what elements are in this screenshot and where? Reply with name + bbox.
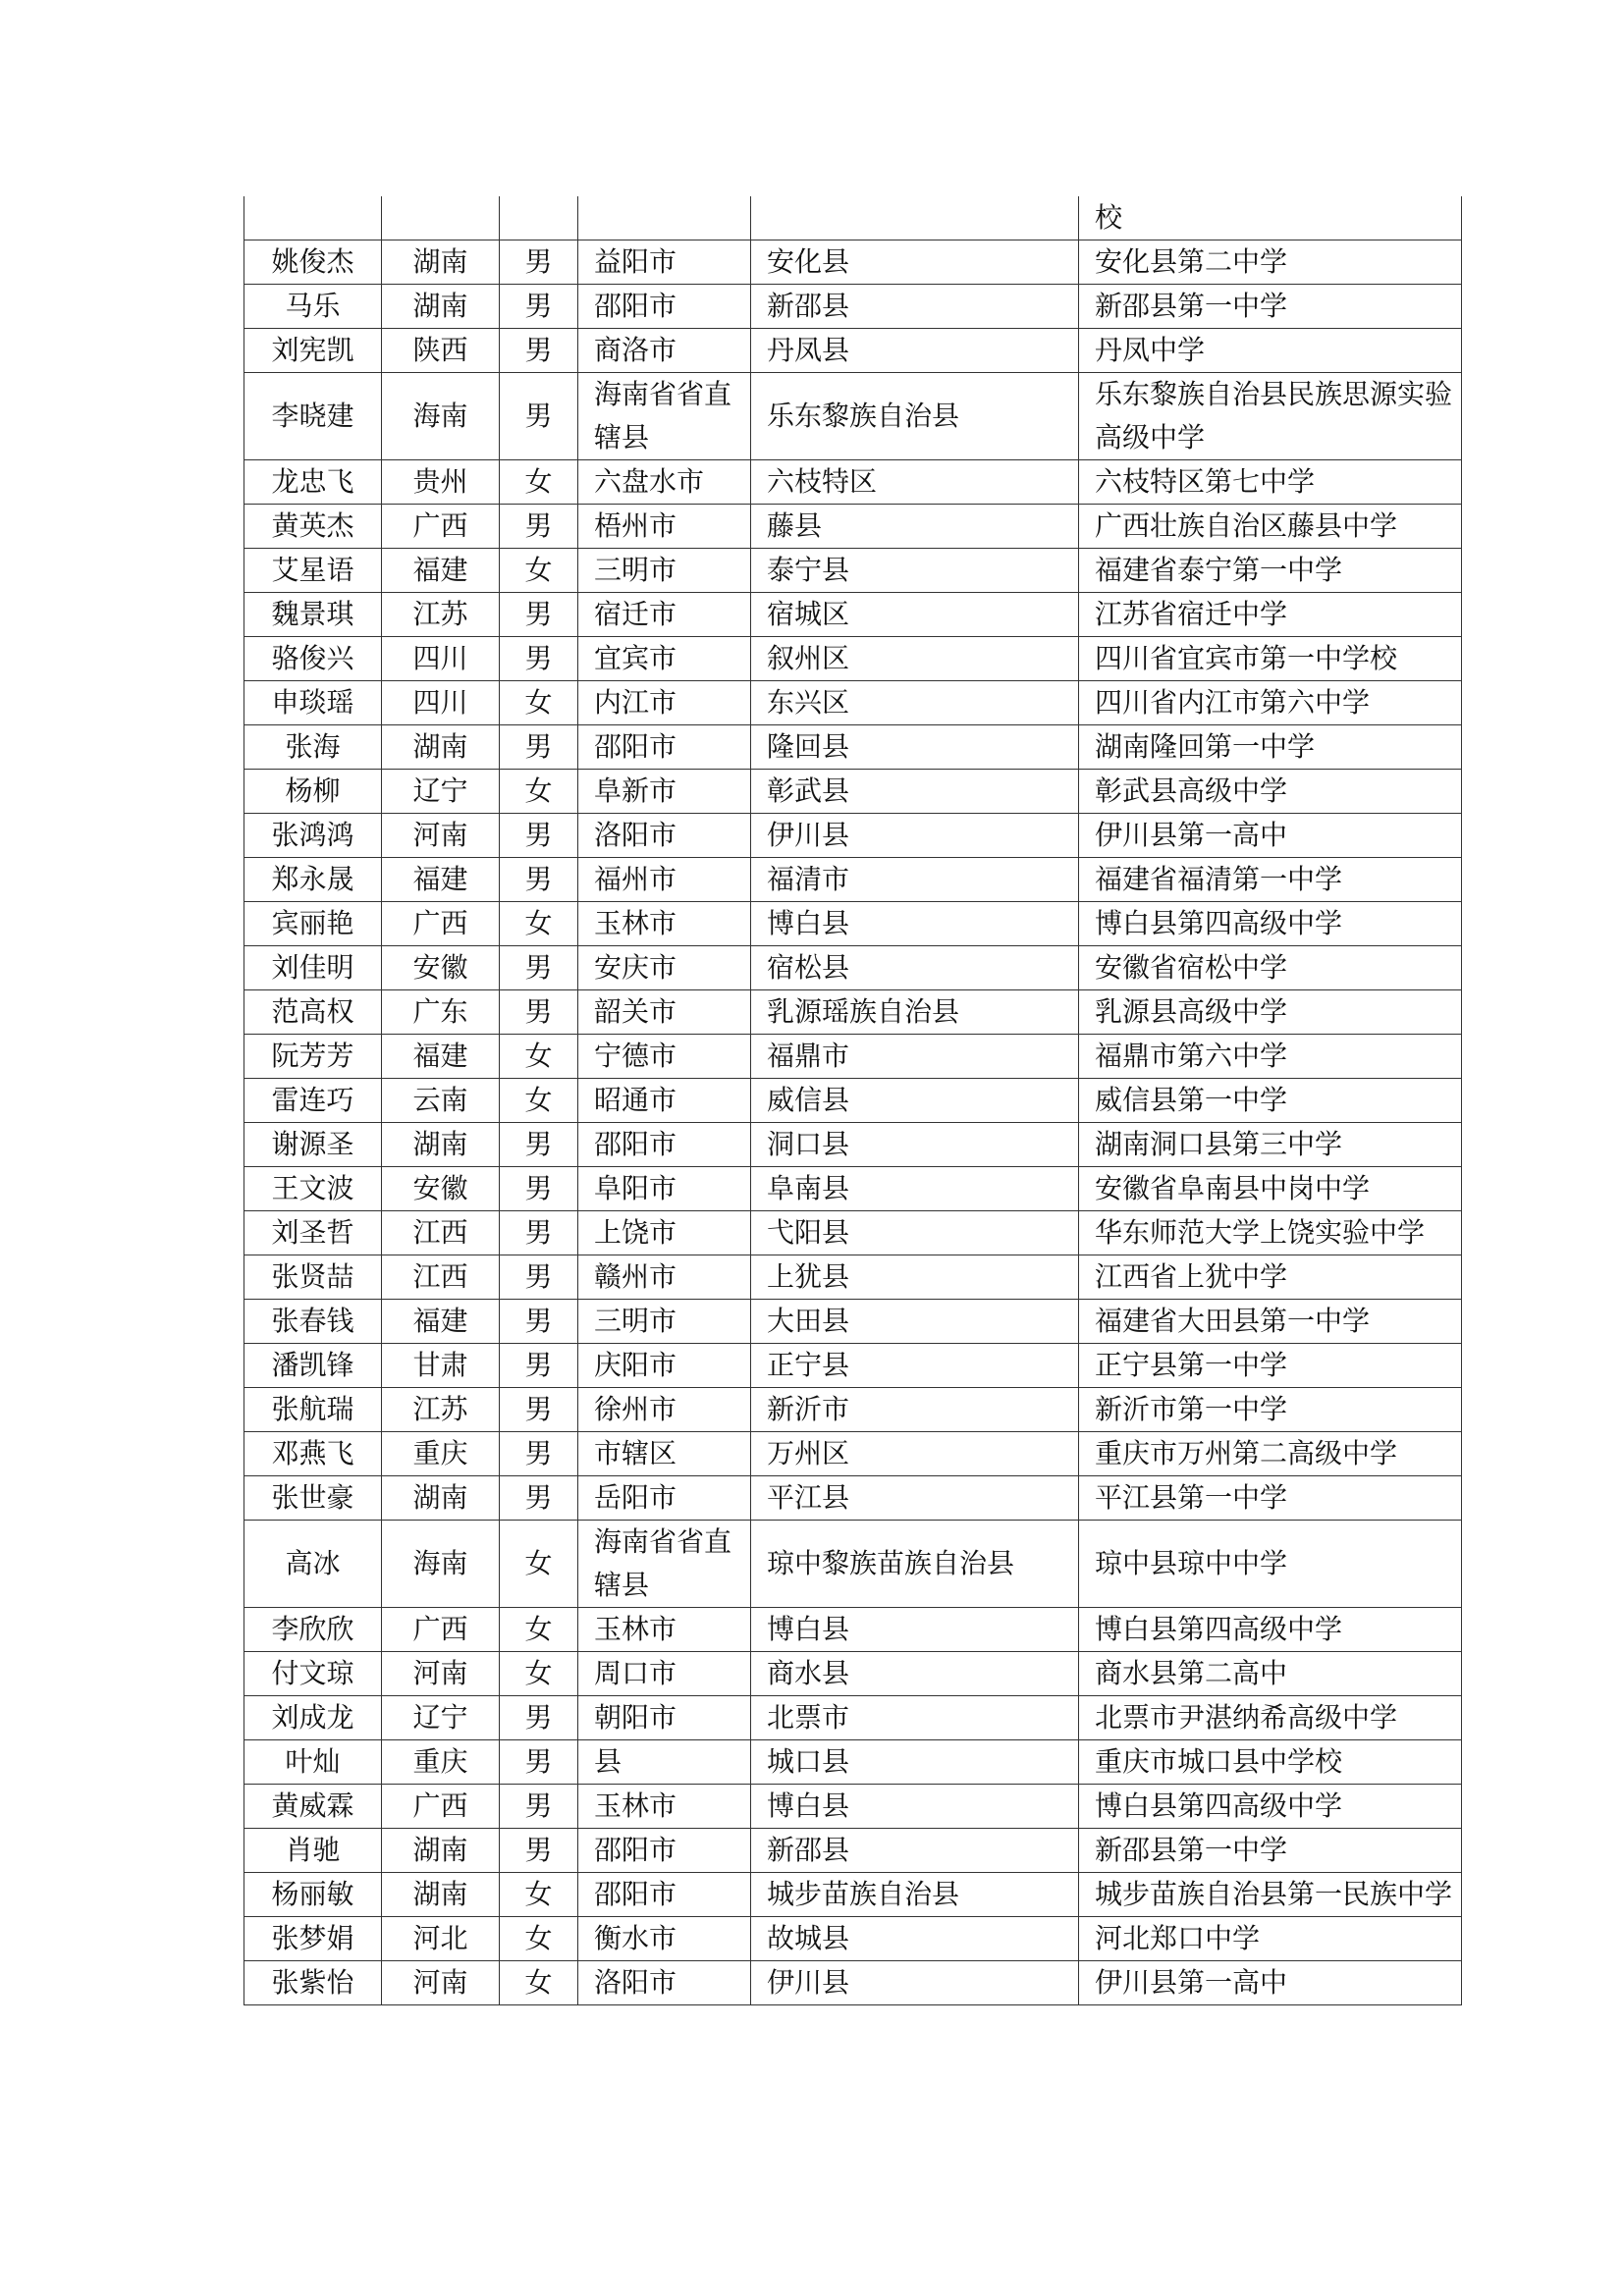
table-row: [244, 858, 1462, 902]
table-row: [244, 814, 1462, 858]
school-cell: 重庆市万州第二高级中学: [1079, 1432, 1462, 1476]
name-cell: 龙忠飞: [244, 460, 382, 505]
county-cell: 新沂市: [751, 1388, 1079, 1432]
city-cell: 三明市: [578, 1300, 751, 1344]
gender-cell: 男: [500, 373, 578, 460]
county-cell: 琼中黎族苗族自治县: [751, 1521, 1079, 1608]
county-cell: 弋阳县: [751, 1211, 1079, 1255]
table-row: [244, 946, 1462, 990]
school-cell: 乐东黎族自治县民族思源实验高级中学: [1079, 373, 1462, 460]
city-cell: 邵阳市: [578, 285, 751, 329]
gender-cell: 男: [500, 1829, 578, 1873]
city-cell: 宿迁市: [578, 593, 751, 637]
table-row: [244, 285, 1462, 329]
province-cell: 海南: [382, 1521, 500, 1608]
name-cell: 李晓建: [244, 373, 382, 460]
name-cell: 申琰瑶: [244, 681, 382, 725]
city-cell: 邵阳市: [578, 1829, 751, 1873]
gender-cell: 男: [500, 990, 578, 1035]
gender-cell: 女: [500, 1079, 578, 1123]
province-cell: 重庆: [382, 1432, 500, 1476]
school-cell: 安徽省宿松中学: [1079, 946, 1462, 990]
school-cell: 伊川县第一高中: [1079, 1961, 1462, 2005]
city-cell: 岳阳市: [578, 1476, 751, 1521]
table-row: [244, 373, 1462, 460]
name-cell: 张海: [244, 725, 382, 770]
gender-cell: 男: [500, 285, 578, 329]
gender-cell: 男: [500, 1476, 578, 1521]
name-cell: 张航瑞: [244, 1388, 382, 1432]
school-cell: 江苏省宿迁中学: [1079, 593, 1462, 637]
city-cell: 益阳市: [578, 240, 751, 285]
school-cell: 福建省大田县第一中学: [1079, 1300, 1462, 1344]
school-cell: 福鼎市第六中学: [1079, 1035, 1462, 1079]
province-cell: 安徽: [382, 1167, 500, 1211]
school-cell: 琼中县琼中中学: [1079, 1521, 1462, 1608]
table-row: [244, 1873, 1462, 1917]
table-row: [244, 1476, 1462, 1521]
table-row: [244, 990, 1462, 1035]
table-row: [244, 637, 1462, 681]
county-cell: 新邵县: [751, 285, 1079, 329]
county-cell: 正宁县: [751, 1344, 1079, 1388]
name-cell: 杨丽敏: [244, 1873, 382, 1917]
name-cell: 张鸿鸿: [244, 814, 382, 858]
name-cell: 雷连巧: [244, 1079, 382, 1123]
gender-cell: 女: [500, 1961, 578, 2005]
county-cell: 城口县: [751, 1740, 1079, 1785]
name-cell: 宾丽艳: [244, 902, 382, 946]
name-cell: 潘凯锋: [244, 1344, 382, 1388]
name-cell: 高冰: [244, 1521, 382, 1608]
table-row: [244, 460, 1462, 505]
city-cell: 县: [578, 1740, 751, 1785]
table-row: [244, 1961, 1462, 2005]
province-cell: 河北: [382, 1917, 500, 1961]
gender-cell: 男: [500, 1696, 578, 1740]
city-cell: 六盘水市: [578, 460, 751, 505]
province-cell: 广西: [382, 505, 500, 549]
school-cell: 新邵县第一中学: [1079, 285, 1462, 329]
school-cell: 博白县第四高级中学: [1079, 902, 1462, 946]
province-cell: 广西: [382, 902, 500, 946]
gender-cell: 女: [500, 1873, 578, 1917]
county-cell: 隆回县: [751, 725, 1079, 770]
gender-cell: 男: [500, 814, 578, 858]
city-cell: 三明市: [578, 549, 751, 593]
name-cell: 张贤喆: [244, 1255, 382, 1300]
name-cell: 刘佳明: [244, 946, 382, 990]
province-cell: 湖南: [382, 240, 500, 285]
name-cell: 张紫怡: [244, 1961, 382, 2005]
table-row: [244, 1652, 1462, 1696]
county-cell: 安化县: [751, 240, 1079, 285]
name-cell: 黄威霖: [244, 1785, 382, 1829]
gender-cell: 女: [500, 549, 578, 593]
school-cell: 安徽省阜南县中岗中学: [1079, 1167, 1462, 1211]
county-cell: 上犹县: [751, 1255, 1079, 1300]
city-cell: 徐州市: [578, 1388, 751, 1432]
table-row: [244, 1917, 1462, 1961]
city-cell: 邵阳市: [578, 1873, 751, 1917]
province-cell: 云南: [382, 1079, 500, 1123]
school-cell: 华东师范大学上饶实验中学: [1079, 1211, 1462, 1255]
county-cell: 福鼎市: [751, 1035, 1079, 1079]
city-cell: 洛阳市: [578, 814, 751, 858]
gender-cell: 男: [500, 1300, 578, 1344]
city-cell: 朝阳市: [578, 1696, 751, 1740]
gender-cell: 女: [500, 1608, 578, 1652]
table-row: [244, 1608, 1462, 1652]
province-cell: [382, 196, 500, 240]
school-cell: 四川省内江市第六中学: [1079, 681, 1462, 725]
city-cell: 内江市: [578, 681, 751, 725]
county-cell: 六枝特区: [751, 460, 1079, 505]
province-cell: 江苏: [382, 593, 500, 637]
gender-cell: 女: [500, 1521, 578, 1608]
school-cell: 商水县第二高中: [1079, 1652, 1462, 1696]
name-cell: 付文琼: [244, 1652, 382, 1696]
county-cell: [751, 196, 1079, 240]
name-cell: [244, 196, 382, 240]
province-cell: 江西: [382, 1255, 500, 1300]
gender-cell: 男: [500, 1785, 578, 1829]
school-cell: 平江县第一中学: [1079, 1476, 1462, 1521]
school-cell: 湖南洞口县第三中学: [1079, 1123, 1462, 1167]
county-cell: 故城县: [751, 1917, 1079, 1961]
table-row: [244, 1035, 1462, 1079]
table-row: [244, 725, 1462, 770]
province-cell: 福建: [382, 858, 500, 902]
county-cell: 平江县: [751, 1476, 1079, 1521]
gender-cell: 男: [500, 593, 578, 637]
school-cell: 乳源县高级中学: [1079, 990, 1462, 1035]
county-cell: 宿城区: [751, 593, 1079, 637]
county-cell: 万州区: [751, 1432, 1079, 1476]
city-cell: 韶关市: [578, 990, 751, 1035]
table-row: [244, 902, 1462, 946]
table-row: [244, 1696, 1462, 1740]
table-row: [244, 1079, 1462, 1123]
table-row: [244, 1829, 1462, 1873]
province-cell: 陕西: [382, 329, 500, 373]
province-cell: 湖南: [382, 1123, 500, 1167]
county-cell: 博白县: [751, 902, 1079, 946]
table-row: [244, 1521, 1462, 1608]
school-cell: 新沂市第一中学: [1079, 1388, 1462, 1432]
city-cell: 赣州市: [578, 1255, 751, 1300]
gender-cell: 男: [500, 240, 578, 285]
school-cell: 安化县第二中学: [1079, 240, 1462, 285]
name-cell: 刘圣哲: [244, 1211, 382, 1255]
county-cell: 福清市: [751, 858, 1079, 902]
school-cell: 城步苗族自治县第一民族中学: [1079, 1873, 1462, 1917]
name-cell: 谢源圣: [244, 1123, 382, 1167]
name-cell: 艾星语: [244, 549, 382, 593]
gender-cell: 男: [500, 1211, 578, 1255]
school-cell: 丹凤中学: [1079, 329, 1462, 373]
name-cell: 李欣欣: [244, 1608, 382, 1652]
table-row: [244, 1740, 1462, 1785]
province-cell: 湖南: [382, 1829, 500, 1873]
gender-cell: 女: [500, 681, 578, 725]
school-cell: 正宁县第一中学: [1079, 1344, 1462, 1388]
province-cell: 河南: [382, 1961, 500, 2005]
city-cell: 衡水市: [578, 1917, 751, 1961]
city-cell: [578, 196, 751, 240]
gender-cell: 男: [500, 1167, 578, 1211]
gender-cell: 男: [500, 1344, 578, 1388]
table-row: [244, 1432, 1462, 1476]
gender-cell: 女: [500, 1917, 578, 1961]
county-cell: 大田县: [751, 1300, 1079, 1344]
name-cell: 马乐: [244, 285, 382, 329]
table-row: [244, 240, 1462, 285]
province-cell: 福建: [382, 1300, 500, 1344]
school-cell: 河北郑口中学: [1079, 1917, 1462, 1961]
school-cell: 博白县第四高级中学: [1079, 1608, 1462, 1652]
county-cell: 乐东黎族自治县: [751, 373, 1079, 460]
city-cell: 宜宾市: [578, 637, 751, 681]
county-cell: 藤县: [751, 505, 1079, 549]
name-cell: 肖驰: [244, 1829, 382, 1873]
name-cell: 阮芳芳: [244, 1035, 382, 1079]
county-cell: 宿松县: [751, 946, 1079, 990]
province-cell: 广西: [382, 1785, 500, 1829]
county-cell: 彰武县: [751, 770, 1079, 814]
city-cell: 商洛市: [578, 329, 751, 373]
name-cell: 张梦娟: [244, 1917, 382, 1961]
student-roster-table: [244, 196, 1462, 2005]
table-row: [244, 1785, 1462, 1829]
gender-cell: 男: [500, 725, 578, 770]
county-cell: 泰宁县: [751, 549, 1079, 593]
city-cell: 阜新市: [578, 770, 751, 814]
province-cell: 贵州: [382, 460, 500, 505]
gender-cell: 女: [500, 460, 578, 505]
school-cell: 威信县第一中学: [1079, 1079, 1462, 1123]
gender-cell: 男: [500, 1255, 578, 1300]
county-cell: 伊川县: [751, 1961, 1079, 2005]
city-cell: 玉林市: [578, 1785, 751, 1829]
county-cell: 威信县: [751, 1079, 1079, 1123]
county-cell: 乳源瑶族自治县: [751, 990, 1079, 1035]
city-cell: 邵阳市: [578, 1123, 751, 1167]
table-row: [244, 549, 1462, 593]
school-cell: 校: [1079, 196, 1462, 240]
gender-cell: 男: [500, 1740, 578, 1785]
gender-cell: [500, 196, 578, 240]
gender-cell: 男: [500, 1432, 578, 1476]
table-row: [244, 505, 1462, 549]
county-cell: 城步苗族自治县: [751, 1873, 1079, 1917]
school-cell: 博白县第四高级中学: [1079, 1785, 1462, 1829]
county-cell: 商水县: [751, 1652, 1079, 1696]
school-cell: 福建省福清第一中学: [1079, 858, 1462, 902]
table-row: [244, 1211, 1462, 1255]
province-cell: 重庆: [382, 1740, 500, 1785]
gender-cell: 女: [500, 770, 578, 814]
county-cell: 新邵县: [751, 1829, 1079, 1873]
city-cell: 宁德市: [578, 1035, 751, 1079]
school-cell: 广西壮族自治区藤县中学: [1079, 505, 1462, 549]
province-cell: 广东: [382, 990, 500, 1035]
school-cell: 江西省上犹中学: [1079, 1255, 1462, 1300]
name-cell: 范高权: [244, 990, 382, 1035]
province-cell: 辽宁: [382, 1696, 500, 1740]
city-cell: 海南省省直辖县: [578, 373, 751, 460]
province-cell: 福建: [382, 549, 500, 593]
table-row: [244, 681, 1462, 725]
school-cell: 新邵县第一中学: [1079, 1829, 1462, 1873]
city-cell: 海南省省直辖县: [578, 1521, 751, 1608]
county-cell: 博白县: [751, 1608, 1079, 1652]
city-cell: 邵阳市: [578, 725, 751, 770]
gender-cell: 男: [500, 329, 578, 373]
name-cell: 骆俊兴: [244, 637, 382, 681]
province-cell: 湖南: [382, 725, 500, 770]
gender-cell: 女: [500, 1652, 578, 1696]
province-cell: 广西: [382, 1608, 500, 1652]
table-row: [244, 1300, 1462, 1344]
province-cell: 辽宁: [382, 770, 500, 814]
province-cell: 河南: [382, 814, 500, 858]
city-cell: 昭通市: [578, 1079, 751, 1123]
roster-body: [244, 196, 1462, 2005]
gender-cell: 女: [500, 902, 578, 946]
province-cell: 江西: [382, 1211, 500, 1255]
table-row: [244, 329, 1462, 373]
city-cell: 玉林市: [578, 902, 751, 946]
county-cell: 北票市: [751, 1696, 1079, 1740]
table-row: [244, 1344, 1462, 1388]
school-cell: 福建省泰宁第一中学: [1079, 549, 1462, 593]
school-cell: 伊川县第一高中: [1079, 814, 1462, 858]
province-cell: 四川: [382, 637, 500, 681]
province-cell: 湖南: [382, 1476, 500, 1521]
city-cell: 梧州市: [578, 505, 751, 549]
gender-cell: 男: [500, 858, 578, 902]
school-cell: 重庆市城口县中学校: [1079, 1740, 1462, 1785]
gender-cell: 女: [500, 1035, 578, 1079]
name-cell: 魏景琪: [244, 593, 382, 637]
province-cell: 福建: [382, 1035, 500, 1079]
table-row: [244, 1167, 1462, 1211]
city-cell: 上饶市: [578, 1211, 751, 1255]
county-cell: 博白县: [751, 1785, 1079, 1829]
table-row: [244, 1388, 1462, 1432]
city-cell: 庆阳市: [578, 1344, 751, 1388]
school-cell: 彰武县高级中学: [1079, 770, 1462, 814]
city-cell: 洛阳市: [578, 1961, 751, 2005]
province-cell: 湖南: [382, 1873, 500, 1917]
table-row: [244, 593, 1462, 637]
name-cell: 姚俊杰: [244, 240, 382, 285]
county-cell: 阜南县: [751, 1167, 1079, 1211]
name-cell: 黄英杰: [244, 505, 382, 549]
name-cell: 张春钱: [244, 1300, 382, 1344]
school-cell: 六枝特区第七中学: [1079, 460, 1462, 505]
province-cell: 海南: [382, 373, 500, 460]
city-cell: 阜阳市: [578, 1167, 751, 1211]
gender-cell: 男: [500, 505, 578, 549]
name-cell: 郑永晟: [244, 858, 382, 902]
name-cell: 刘成龙: [244, 1696, 382, 1740]
name-cell: 杨柳: [244, 770, 382, 814]
city-cell: 福州市: [578, 858, 751, 902]
name-cell: 王文波: [244, 1167, 382, 1211]
name-cell: 邓燕飞: [244, 1432, 382, 1476]
table-row: [244, 1123, 1462, 1167]
name-cell: 叶灿: [244, 1740, 382, 1785]
province-cell: 四川: [382, 681, 500, 725]
county-cell: 东兴区: [751, 681, 1079, 725]
province-cell: 安徽: [382, 946, 500, 990]
school-cell: 北票市尹湛纳希高级中学: [1079, 1696, 1462, 1740]
province-cell: 江苏: [382, 1388, 500, 1432]
table-row: [244, 770, 1462, 814]
county-cell: 洞口县: [751, 1123, 1079, 1167]
city-cell: 玉林市: [578, 1608, 751, 1652]
gender-cell: 男: [500, 1123, 578, 1167]
county-cell: 叙州区: [751, 637, 1079, 681]
name-cell: 张世豪: [244, 1476, 382, 1521]
city-cell: 市辖区: [578, 1432, 751, 1476]
county-cell: 伊川县: [751, 814, 1079, 858]
county-cell: 丹凤县: [751, 329, 1079, 373]
school-cell: 湖南隆回第一中学: [1079, 725, 1462, 770]
province-cell: 湖南: [382, 285, 500, 329]
gender-cell: 男: [500, 637, 578, 681]
continuation-row: [244, 196, 1462, 240]
gender-cell: 男: [500, 1388, 578, 1432]
province-cell: 河南: [382, 1652, 500, 1696]
city-cell: 安庆市: [578, 946, 751, 990]
city-cell: 周口市: [578, 1652, 751, 1696]
school-cell: 四川省宜宾市第一中学校: [1079, 637, 1462, 681]
name-cell: 刘宪凯: [244, 329, 382, 373]
gender-cell: 男: [500, 946, 578, 990]
province-cell: 甘肃: [382, 1344, 500, 1388]
table-row: [244, 1255, 1462, 1300]
